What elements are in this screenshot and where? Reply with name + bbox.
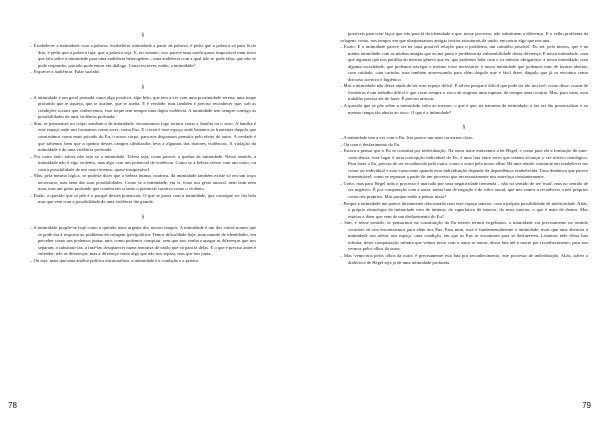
paragraph: – Sim, se pensarmos no corpo semântico da intimidade, encontramos logo termos como a família ou o sexo. A família é esse espaço onde nos formamos como seres, como Eus. E o sexo é esse espaço onde batemos as fronteiras daquilo que construímos como mais privado do Eu, o nosso corpo, para nos dispormos permitir pelo efeito do outro. A verdade é que sabemos bem que a quebra desses campos idealizados leva a algumas das maiores violências. A violação da intimidade é de uma violência profunda. <box>30 120 256 153</box>
section-mark: § <box>141 33 145 38</box>
paragraph: – Certo, mas para Hegel todo o processo é marcado por uma negatividade tremenda – não no sentido de ser 'mau', mas no sentido de ser negativo. É por comparação com a outra, numa luta de negação e de valor moral, que nos vamos a reconhecer a nós próprios como nós próprios. Mas porque então a pensar nisso? <box>340 180 588 200</box>
page-number: 78 <box>8 401 17 410</box>
paragraph: – Esquecer a audiência. Falar sozinho. <box>30 69 101 75</box>
section-mark: § <box>462 125 466 131</box>
paragraph: – Por outro lado, talvez não seja só a intimidade. Talvez seja, como parece, a quebra da intimidade. Nesse sentido, a intimidade não é algo violento, mas algo com um potencial de violência. Como se a beleza viesse com um custo, ou com a possibilidade de um custo imenso, quase insuportável. <box>30 153 256 172</box>
paragraph: – Porque a intimidade me parece diretamente relacionada com esse espaço interior, com a própria possibilidade de interioridade. Aliás, a própria etimologia da intimidade vem de intimus, do superlativo de interior, do mais interior, o que é mais de dentro. Mas estavas a dizer que vem de um desfazimento do Eu? <box>340 200 588 219</box>
right-page-text-column <box>340 31 588 266</box>
paragraph: – Estabelecer a intimidade com a palavra, estabelecer intimidade a partir da palavra, é pedir que a palavra vá para lá do dito, é pedir que a palavra fuja: que a palavra seja. E, no entanto, isso parece uma tarefa quase impossível num texto que fala sobre a intimidade para uma audiência heterogénea – uma audiência com a qual não se pode falar, que não se pode responder, que não pode entrar em diálogo. Como escrever, então, a intimidade? <box>30 43 256 68</box>
paragraph: – A intimidade é um geral pensada como algo positivo, algo belo, que tem a ver com uma proximidade serena, uma toque profundo que te aqueça, que te acalme, que te aceita. E é verdade, mas também é preciso reconhecer que, sob as condições sociais que conhecemos, esse toque tem sempre uma dupla violência. A intimidade tem sempre consigo as possibilidades de uma violência profunda. <box>30 94 256 120</box>
paragraph: – A questão que se põe sobre a intimidade volta ao mesmo: o que é que, na natureza da intimidade, a faz ser tão potencializar e ao mesmo tempo tão aberta ao risco. O que é a intimidade? <box>340 103 588 115</box>
paragraph: – Mas a intimidade não deixa ainda de ser esse espaço difícil. É talvez porque é difícil que pode ser tão incrível, como disse, cruzar de fronteiras é um trabalho difícil e que corre sempre o risco de originar uma ruptura, de romper uma cicatriz. Mas, para sarar, essa trabalho precisa ser de fazer. É preciso arriscar. <box>340 83 588 102</box>
paragraph: – A intimidade propõe-se hoje como a questão mais urgente dos nossos tempos. A intimidade é um dos vários nomes que se pode dar à resposta ao problema da colagem (pós)política. Temos dificuldade hoje, num mundo de identidades, em perceber como nos podemos juntar, unir, como podemos conspirar, sem que isso venha a apagar as diferenças que nos separam, a substituir-las, a fazê-las desaparecer numa tentativa de união que vá para lá delas. E o que é preciso antes é entender, não as diferenças, mas a diferença como algo que não nos separa, mas que nos junta. <box>30 225 256 257</box>
left-page-text-column <box>30 31 256 264</box>
page-number: 79 <box>582 401 591 410</box>
paragraph: possíveis para criar laços que vão para lá da identidade e que, nesse processo, não substituem a diferença. E o velho problema da colagem: como, nos tempos em que ultrapassamos antigas teorias estruturais da união, encontrar algo que nos una. <box>340 31 588 43</box>
paragraph: – Exato. E a intimidade parece ser ter uma possível relação para o problema, um caminho possível. Eu sei, pelo menos, que é na minha intimidade com as minhas amigas que eu me junto e problema da vulnerabilidade dessa diferença. E nessa intimidade, com que algumas que nos partilha do mesmo gênero que eu, que podemos falar com o sir trânsito obrigatório: a nossa intimidade, com alguma socialidade, que podemos navegar o mesmo torso necessário: e nossa intimidade que podemos trair de formas abertas, com cuidado, com carinho, mas também atravessando para além daquilo que é fácil dizer, daquilo que já se encontra como discurso acertivo e higiênico. <box>340 44 588 82</box>
right-page <box>300 0 599 425</box>
section-mark: § <box>141 215 145 221</box>
paragraph: – Mas 'vemo-nos pelos olhos da outra' é precisamente esta luta por reconhecimento, este processo de individuação. Aliás, talvez a dialéctica de Hegel seja já de uma intimidade profunda. <box>340 252 588 265</box>
paragraph: – Ou seja, mais que uma análise política estruturalista, a intimidade é a condição e a prática <box>30 257 199 263</box>
paragraph: – A intimidade tem a ver com o Eu. Isto parece um mais ou menos claro. <box>340 135 474 141</box>
paragraph: – Então, a questão que se põe é o porquê desses potenciais. O que se passa com a intimidade, que consegue ser tão bela mas que vem com a possibilidade de uma violência tão grande. <box>30 192 256 205</box>
section-mark: § <box>141 84 145 90</box>
paragraph: – Ou com o desfazimento do Eu. <box>340 141 401 147</box>
paragraph: – Mas, pela mesma lógica, se poderia dizer que a beleza íntima, curativa, da intimidade também existe só em um traço necessário, mas uma das suas possibilidades. Como se a intimidade, em si, fosse um gesto amoral, nem bom nem mau, mas um gesto profundo que contém em si tanto o potencial curativo como o violento. <box>30 173 256 192</box>
paragraph: – Sim, e nesse sentido, se pensarmos na constituição do Eu nesses termos hegelianos, a intimidade vai precisamente no sentido contrário de nos encontrarmos para além dos Eus. Para mim, esse é fundamentalmente a intimidade, mais que uma abertura à intimidade nos afetar, um espaço, uma condição, em que os Eus se encontram para se desfazerem. Listamos mãe dessa luta infinita, deste conquistação infinita que vemos nisso com a outra se entrar, dessa luta até à morte por reconhecimento, para nos vermos pelos olhos da outra. <box>340 220 588 252</box>
paragraph: – Estava a pensar que o Eu se constitui por individuação. Na outra noite estávamos a ler Hegel, e como para ele a formação do auto-consciência, esse lugar é uma concepção individual do Eu, é uma luta entre seres que tentam alcançar o ser reativo ontológico. Para fazer o Eu, precisa de ser reconhecido pelo outro, como o outro pelo nosso olhar. Há uma tensão constante em estabelecer me como ser individual e auto-consciente quando essa individuação depende da dependência estabelecida. Uma dinâmica que parece interminável, como se repousar a partir de um processo que necessariamente nos entrelaça constantemente. <box>340 148 588 180</box>
